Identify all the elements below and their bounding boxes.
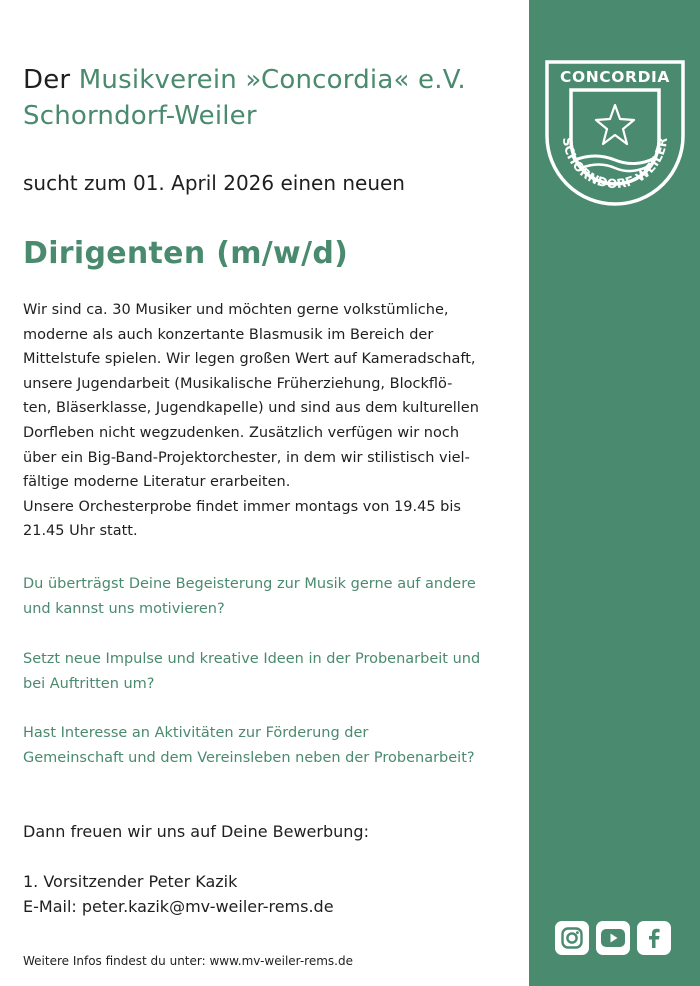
- position-title: Dirigenten (m/w/d): [23, 236, 349, 271]
- youtube-icon[interactable]: [596, 921, 630, 955]
- body-line: Dorfleben nicht wegzudenken. Zusätzlich verfügen wir noch: [23, 424, 460, 441]
- body-line: moderne als auch konzertante Blasmusik im Bereich der: [23, 326, 434, 343]
- footer-info[interactable]: Weitere Infos findest du unter: www.mv-weiler-rems.de: [23, 954, 353, 968]
- question-line: Hast Interesse an Aktivitäten zur Förderung der: [23, 725, 369, 741]
- closing-text: Dann freuen wir uns auf Deine Bewerbung:: [23, 822, 369, 841]
- contact-block: [23, 870, 334, 919]
- contact-name: 1. Vorsitzender Peter Kazik: [23, 872, 238, 891]
- question-line: Setzt neue Impulse und kreative Ideen in der Probenarbeit und: [23, 651, 481, 667]
- social-links: [555, 921, 671, 955]
- logo-arc-text: SCHORNDORF-WEILER: [559, 136, 671, 192]
- facebook-icon[interactable]: [637, 921, 671, 955]
- contact-email[interactable]: E-Mail: peter.kazik@mv-weiler-rems.de: [23, 896, 334, 916]
- body-line: ten, Bläserklasse, Jugendkapelle) und sind aus dem kulturellen: [23, 400, 479, 417]
- body-text: [23, 298, 503, 544]
- instagram-icon[interactable]: [555, 921, 589, 955]
- body-line: fältige moderne Literatur erarbeiten.: [23, 474, 291, 491]
- club-name: Musikverein »Concordia« e.V.: [78, 65, 466, 95]
- question-line: Du überträgst Deine Begeisterung zur Musik gerne auf andere: [23, 576, 476, 592]
- question-2: [23, 647, 503, 696]
- question-line: und kannst uns motivieren?: [23, 600, 225, 617]
- club-name-heading: [23, 62, 466, 134]
- body-line: Wir sind ca. 30 Musiker und möchten gerne volkstümliche,: [23, 302, 449, 318]
- question-line: bei Auftritten um?: [23, 675, 155, 692]
- star-icon: [596, 105, 634, 144]
- club-location: Schorndorf-Weiler: [23, 101, 257, 131]
- body-line: 21.45 Uhr statt.: [23, 523, 138, 540]
- body-line: über ein Big-Band-Projektorchester, in dem wir stilistisch viel-: [23, 449, 470, 466]
- heading-prefix: Der: [23, 65, 71, 95]
- body-line: Unsere Orchesterprobe findet immer montags von 19.45 bis: [23, 498, 461, 515]
- body-line: Mittelstufe spielen. Wir legen großen Wert auf Kameradschaft,: [23, 351, 476, 368]
- body-line: unsere Jugendarbeit (Musikalische Früherziehung, Blockflö-: [23, 375, 453, 392]
- question-3: [23, 721, 503, 770]
- svg-text:SCHORNDORF-WEILER: [560, 136, 670, 191]
- question-1: [23, 572, 503, 621]
- logo-top-text: CONCORDIA: [559, 68, 671, 86]
- question-line: Gemeinschaft und dem Vereinsleben neben der Probenarbeit?: [23, 749, 475, 766]
- subheading: sucht zum 01. April 2026 einen neuen: [23, 171, 405, 195]
- concordia-logo: [545, 60, 685, 220]
- sidebar: [529, 0, 700, 986]
